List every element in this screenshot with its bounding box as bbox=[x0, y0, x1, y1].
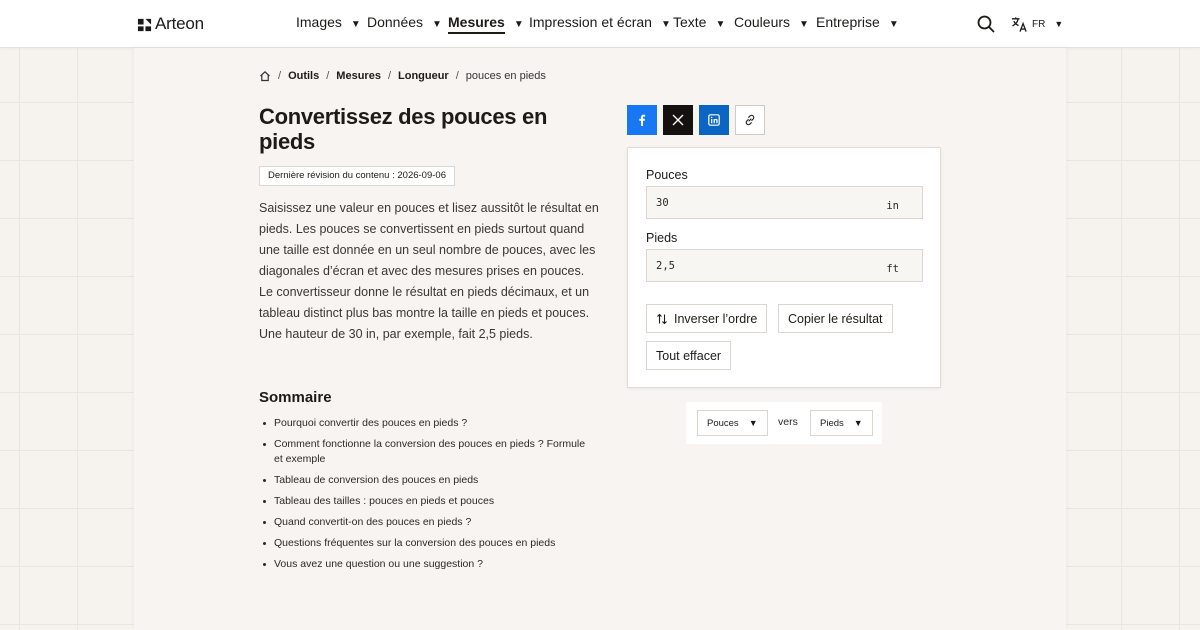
swap-order-label: Inverser l’ordre bbox=[674, 311, 758, 326]
feet-input[interactable] bbox=[646, 249, 923, 282]
inches-label: Pouces bbox=[646, 168, 688, 182]
summary-list bbox=[274, 416, 594, 578]
share-x-button[interactable] bbox=[663, 105, 693, 135]
nav-item-mesures[interactable] bbox=[448, 0, 524, 48]
nav-label: Impression et écran bbox=[529, 14, 652, 30]
caret-down-icon: ▼ bbox=[799, 18, 809, 30]
share-facebook-button[interactable] bbox=[627, 105, 657, 135]
nav-item-couleurs[interactable] bbox=[734, 0, 809, 48]
inches-unit: in bbox=[886, 200, 899, 212]
nav-label: Entreprise bbox=[816, 14, 880, 30]
swap-order-button[interactable] bbox=[646, 304, 767, 333]
summary-link[interactable]: Questions fréquentes sur la conversion des pouces en pieds bbox=[274, 536, 594, 551]
nav-item-images[interactable] bbox=[296, 0, 361, 48]
copy-result-label: Copier le résultat bbox=[788, 311, 883, 326]
nav-item-texte[interactable] bbox=[673, 0, 725, 48]
nav-item-donnees[interactable] bbox=[367, 0, 442, 48]
feet-value: 2,5 bbox=[656, 260, 675, 272]
copy-link-button[interactable] bbox=[735, 105, 765, 135]
inches-value: 30 bbox=[656, 197, 669, 209]
feet-unit: ft bbox=[886, 263, 899, 275]
breadcrumb-current: pouces en pieds bbox=[465, 70, 546, 82]
breadcrumb-separator: / bbox=[387, 70, 391, 82]
clear-all-button[interactable] bbox=[646, 341, 731, 370]
unit-connector: vers bbox=[778, 416, 798, 428]
facebook-icon bbox=[636, 114, 648, 126]
to-unit-select[interactable] bbox=[810, 410, 873, 436]
copy-result-button[interactable] bbox=[778, 304, 893, 333]
nav-label: Mesures bbox=[448, 14, 505, 34]
from-unit-select[interactable] bbox=[697, 410, 768, 436]
x-icon bbox=[672, 114, 684, 126]
caret-down-icon: ▼ bbox=[1054, 19, 1064, 29]
breadcrumb-longueur[interactable]: Longueur bbox=[398, 70, 449, 82]
share-linkedin-button[interactable] bbox=[699, 105, 729, 135]
caret-down-icon: ▼ bbox=[660, 18, 671, 30]
caret-down-icon: ▼ bbox=[888, 18, 899, 30]
breadcrumb-separator: / bbox=[278, 70, 282, 82]
caret-down-icon: ▼ bbox=[432, 18, 442, 30]
linkedin-icon bbox=[708, 114, 720, 126]
top-navigation-bar bbox=[0, 0, 1200, 48]
inches-input[interactable] bbox=[646, 186, 923, 219]
feet-label: Pieds bbox=[646, 231, 678, 245]
page-title: Convertissez des pouces en pieds bbox=[259, 104, 548, 154]
summary-link[interactable]: Tableau des tailles : pouces en pieds et pouces bbox=[274, 494, 594, 509]
to-unit-value: Pieds bbox=[820, 417, 844, 429]
from-unit-value: Pouces bbox=[707, 417, 739, 429]
caret-down-icon: ▼ bbox=[350, 18, 361, 30]
caret-down-icon: ▼ bbox=[748, 418, 758, 428]
breadcrumb-separator: / bbox=[326, 70, 330, 82]
caret-down-icon: ▼ bbox=[513, 18, 524, 30]
breadcrumb-outils[interactable]: Outils bbox=[288, 70, 320, 82]
home-icon[interactable] bbox=[259, 70, 271, 82]
breadcrumb-separator: / bbox=[455, 70, 459, 82]
nav-label: Images bbox=[296, 14, 342, 30]
brand-mark-icon bbox=[137, 17, 152, 32]
brand-logo[interactable] bbox=[137, 15, 204, 33]
clear-all-label: Tout effacer bbox=[656, 348, 722, 363]
brand-name: Arteon bbox=[155, 14, 204, 33]
breadcrumb-mesures[interactable]: Mesures bbox=[336, 70, 381, 82]
translate-icon bbox=[1011, 16, 1028, 33]
caret-down-icon: ▼ bbox=[715, 18, 726, 30]
link-icon bbox=[744, 114, 756, 126]
intro-paragraph: Saisissez une valeur en pouces et lisez aussitôt le résultat en pieds. Les pouces se convertissent en pieds surtout quand une taille est donnée en un seul nombre de pouces, avec les diagonales d’écran et avec des mesures prises en pouces. Le convertisseur donne le résultat en pieds décimaux, et un tableau distinct plus bas montre la taille en pieds et pouces. Une hauteur de 30 in, par exemple, fait 2,5 pieds. bbox=[259, 201, 599, 341]
search-icon[interactable] bbox=[977, 15, 995, 33]
summary-link[interactable]: Vous avez une question ou une suggestion ? bbox=[274, 557, 594, 572]
summary-link[interactable]: Tableau de conversion des pouces en pieds bbox=[274, 473, 594, 488]
language-switcher[interactable] bbox=[1011, 15, 1063, 33]
summary-link[interactable]: Pourquoi convertir des pouces en pieds ? bbox=[274, 416, 594, 431]
nav-item-entreprise[interactable] bbox=[816, 0, 899, 48]
summary-heading: Sommaire bbox=[259, 389, 332, 406]
nav-label: Couleurs bbox=[734, 14, 791, 30]
language-code: FR bbox=[1032, 18, 1046, 30]
caret-down-icon: ▼ bbox=[853, 418, 863, 428]
summary-link[interactable]: Quand convertit-on des pouces en pieds ? bbox=[274, 515, 594, 530]
nav-label: Texte bbox=[673, 14, 707, 30]
summary-link[interactable]: Comment fonctionne la conversion des pouces en pieds ? Formule et exemple bbox=[274, 437, 594, 467]
nav-item-impression-ecran[interactable] bbox=[529, 0, 671, 48]
breadcrumb bbox=[259, 68, 546, 84]
nav-label: Données bbox=[367, 14, 424, 30]
swap-icon bbox=[656, 313, 668, 325]
revision-badge: Dernière révision du contenu : 2026-09-06 bbox=[259, 166, 455, 186]
